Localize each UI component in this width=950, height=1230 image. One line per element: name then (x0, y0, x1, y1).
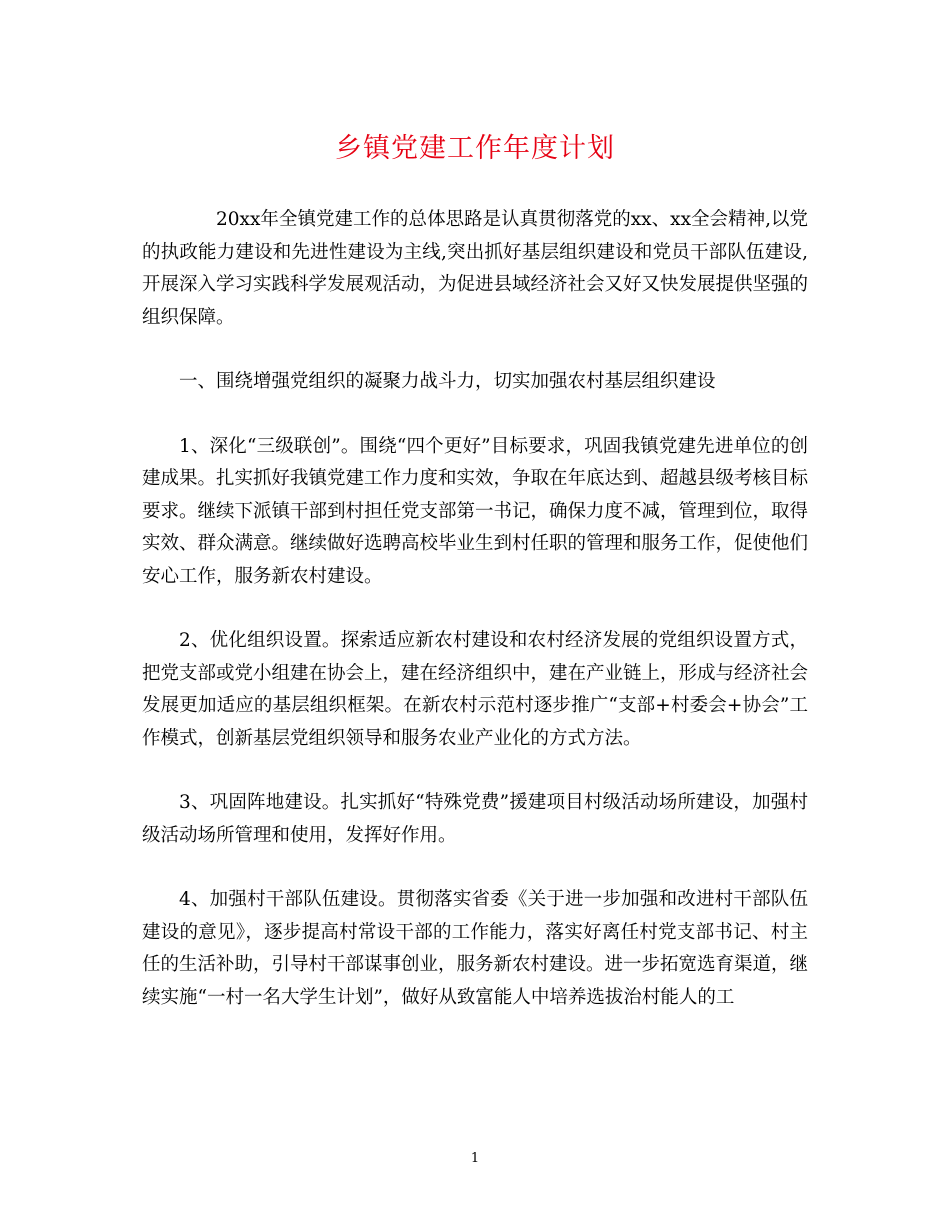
paragraph-gap (142, 593, 808, 625)
section-heading-1: 一、围绕增强党组织的凝聚力战斗力，切实加强农村基层组织建设 (179, 371, 716, 392)
item-paragraph-2: 2、优化组织设置。探索适应新农村建设和农村经济发展的党组织设置方式，把党支部或党小组建在协会上，建在经济组织中，建在产业链上，形成与经济社会发展更加适应的基层组织框架。在新农村示范村逐步推广“支部+村委会+协会”工作模式，创新基层党组织领导和服务农业产业化的方式方法。 (142, 630, 809, 749)
intro-paragraph: 20xx年全镇党建工作的总体思路是认真贯彻落党的xx、xx全会精神,以党的执政能力建设和先进性建设为主线,突出抓好基层组织建设和党员干部队伍建设,开展深入学习实践科学发展观活动，为促进县域经济社会又好又快发展提供坚强的组织保障。 (142, 209, 809, 328)
page-number: 1 (470, 1151, 480, 1166)
paragraph-gap (142, 755, 808, 787)
paragraph-gap (142, 399, 808, 431)
paragraph-gap (142, 334, 808, 366)
paragraph-gap (142, 852, 808, 884)
document-body (142, 204, 808, 1014)
item-paragraph-4: 4、加强村干部队伍建设。贯彻落实省委《关于进一步加强和改进村干部队伍建设的意见》，逐步提高村常设干部的工作能力，落实好离任村党支部书记、村主任的生活补助，引导村干部谋事创业，服务新农村建设。进一步拓宽选育渠道，继续实施“一村一名大学生计划”，做好从致富能人中培养选拔治村能人的工 (142, 889, 809, 1008)
item-paragraph-1: 1、深化“三级联创”。围绕“四个更好”目标要求，巩固我镇党建先进单位的创建成果。扎实抓好我镇党建工作力度和实效，争取在年底达到、超越县级考核目标要求。继续下派镇干部到村担任党支部第一书记，确保力度不减，管理到位，取得实效、群众满意。继续做好选聘高校毕业生到村任职的管理和服务工作，促使他们安心工作，服务新农村建设。 (142, 435, 809, 587)
document-title: 乡镇党建工作年度计划 (335, 133, 615, 164)
item-paragraph-3: 3、巩固阵地建设。扎实抓好“特殊党费”援建项目村级活动场所建设，加强村级活动场所管理和使用，发挥好作用。 (142, 792, 808, 846)
